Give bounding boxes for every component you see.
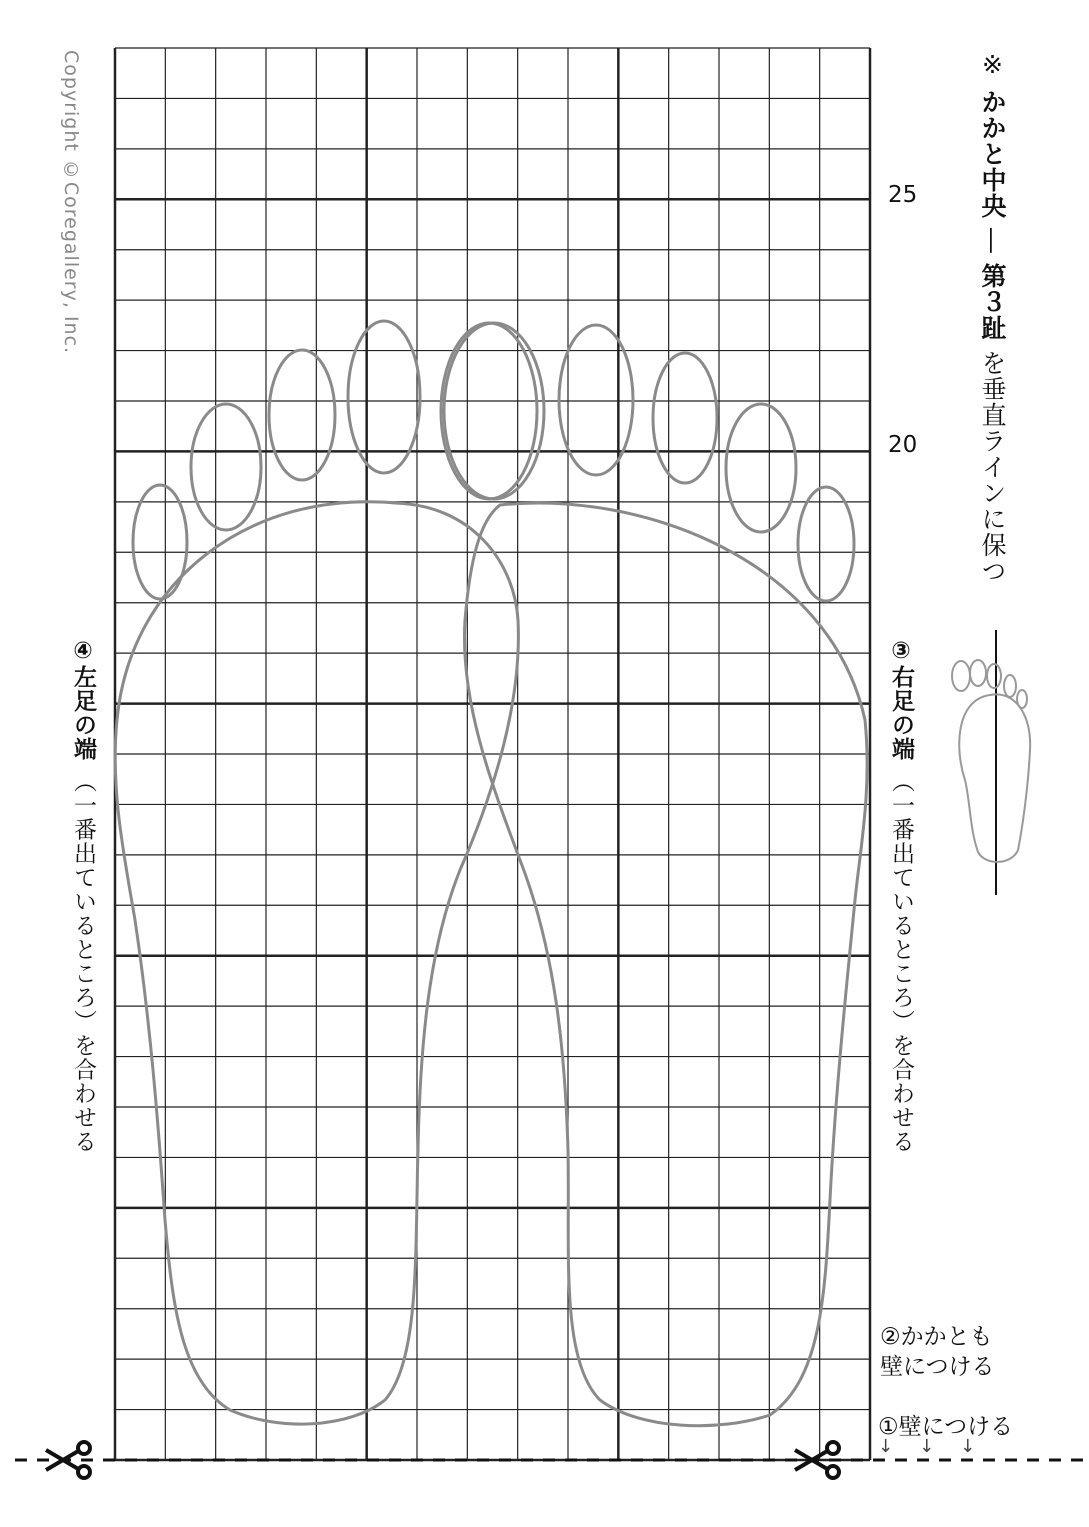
step1-text: ①壁につける [878, 1414, 1014, 1440]
note-rest: を垂直ラインに保つ [978, 349, 1007, 584]
note-mark: ※ [978, 50, 1007, 80]
note-dash: ― [978, 227, 1007, 254]
note-third-toe: 第３趾 [978, 262, 1007, 341]
step2-line2: 壁につける [880, 1354, 995, 1380]
right-foot-label [884, 638, 918, 1153]
right-foot-label-bold: ③右足の端 [888, 638, 914, 761]
ruler-label-20: 20 [888, 432, 918, 458]
down-arrows: ↓↓↓ [878, 1436, 1002, 1457]
note-heel-center: かかと中央 [978, 88, 1007, 219]
step2-line1: ②かかとも [880, 1324, 993, 1350]
right-foot-label-rest: （一番出ているところ）を合わせる [888, 769, 914, 1154]
left-foot-label-bold: ④左足の端 [70, 638, 96, 761]
measurement-grid [115, 48, 870, 1460]
ruler-label-25: 25 [888, 182, 918, 208]
instruction-note [975, 50, 1009, 584]
right-foot-outline [441, 323, 867, 1426]
left-foot-label [66, 638, 100, 1153]
foot-diagram-icon [952, 630, 1030, 895]
copyright-text: Copyright ©Coregallery, Inc. [60, 50, 82, 355]
step2-text [880, 1322, 995, 1382]
left-foot-label-rest: （一番出ているところ）を合わせる [70, 769, 96, 1154]
